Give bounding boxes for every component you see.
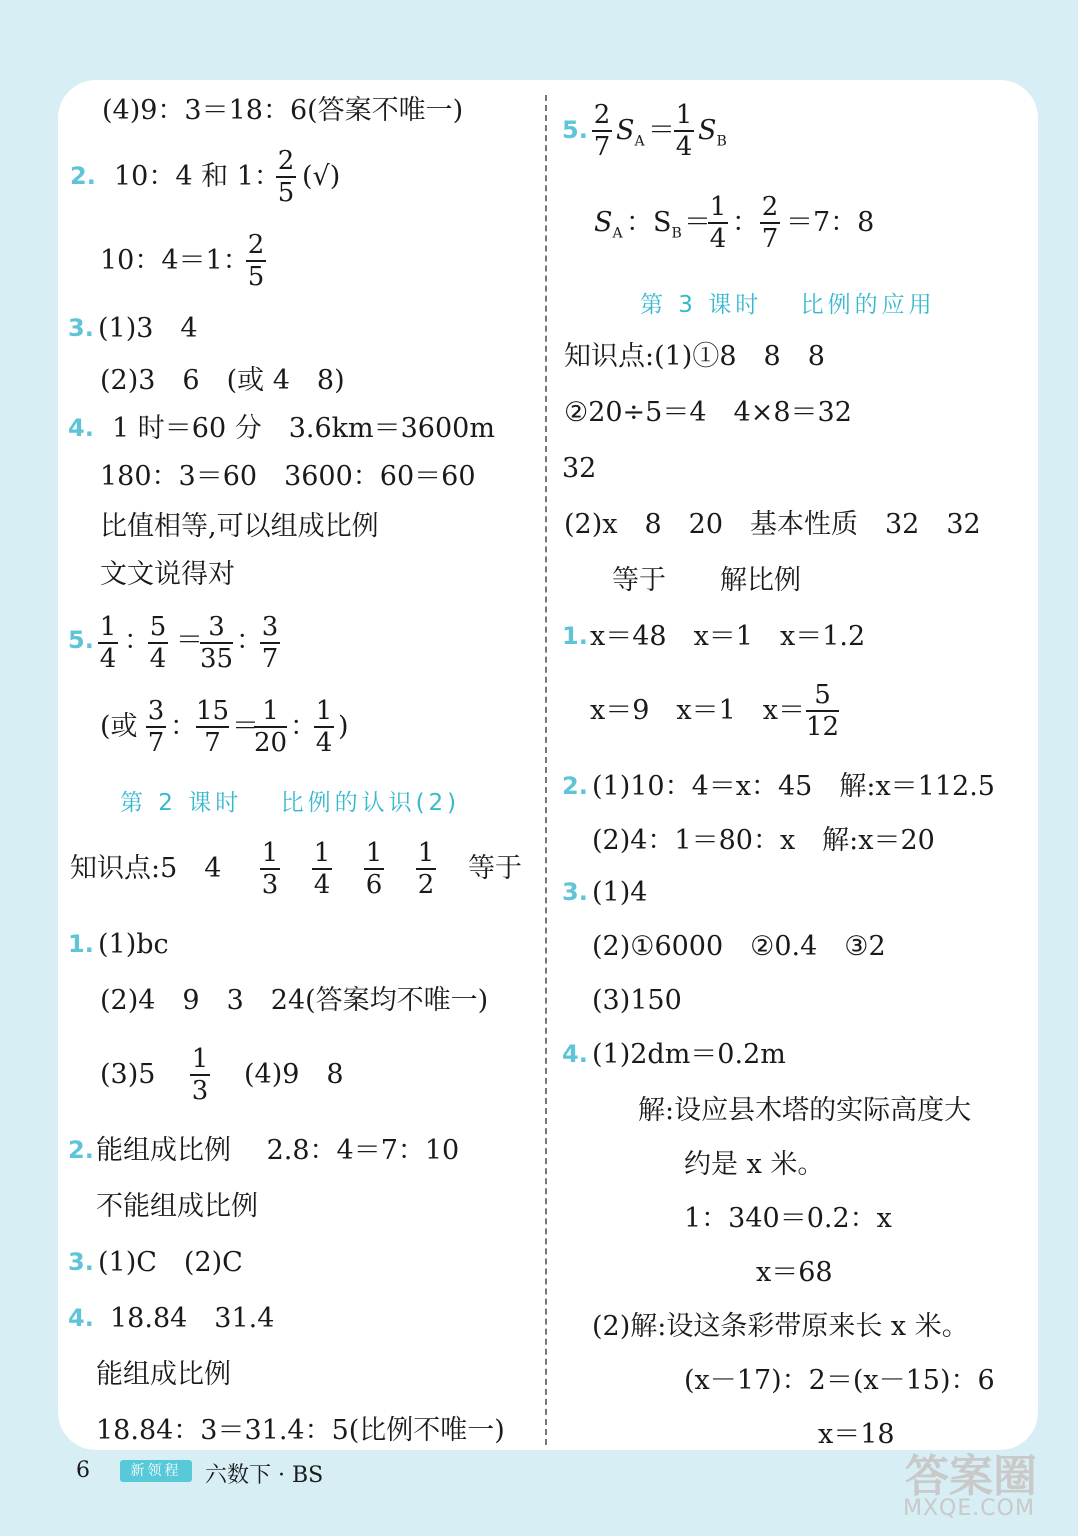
a4-number: 4. <box>562 1040 588 1068</box>
q2-line2: 10：4＝1： <box>100 245 250 276</box>
a4-line4: 1：340＝0.2：x <box>684 1203 892 1234</box>
watermark-text: 答案圈 <box>905 1451 1037 1502</box>
q3-line2: (2)3 6 (或 4 8) <box>100 365 345 396</box>
q5-alt-equals: ＝ <box>232 711 259 742</box>
r5-number: 5. <box>562 116 588 144</box>
p4-line2: 能组成比例 <box>96 1359 231 1390</box>
r5-sb: $S_B$ <box>698 115 727 150</box>
r5-fraction-1: 2 7 <box>593 100 611 162</box>
q4-line1: 1 时＝60 分 3.6km＝3600m <box>112 413 495 444</box>
watermark <box>895 1440 1065 1530</box>
a4-line3: 约是 x 米。 <box>684 1149 825 1180</box>
knowledge-label-2: 知识点:5 4 <box>70 853 222 884</box>
q5-alt-fraction-1: 3 7 <box>147 696 165 758</box>
brand-logo: 新领程 <box>120 1460 192 1482</box>
knowledge-fraction-2: 1 4 <box>313 838 331 900</box>
a1-fraction: 5 12 <box>806 680 840 742</box>
r5-line2-fraction-2: 2 7 <box>761 192 779 254</box>
q3-number: 3. <box>68 314 94 342</box>
a1-line2: x＝9 x＝1 x＝ <box>590 695 806 726</box>
q5-or-close: ) <box>338 711 349 742</box>
q2-fraction: 2 5 <box>277 146 295 208</box>
knowledge-fraction-3: 1 6 <box>365 838 383 900</box>
p1-fraction: 1 3 <box>191 1044 209 1106</box>
p1-line1: (1)bc <box>98 929 169 960</box>
knowledge-end: 等于 <box>468 853 522 884</box>
q5-equals: ＝ <box>176 625 203 656</box>
knowledge-3-line4: (2)x 8 20 基本性质 32 32 <box>564 509 981 540</box>
watermark-url: MXQE.COM <box>903 1496 1035 1521</box>
q4-line4: 文文说得对 <box>100 559 235 590</box>
r5-equals: ＝ <box>648 115 675 146</box>
knowledge-3-line1: 知识点:(1)①8 8 8 <box>564 341 825 372</box>
p1-line3a: (3)5 <box>100 1059 156 1090</box>
q4-number: 4. <box>68 414 94 442</box>
q5-fraction-4: 3 7 <box>261 612 279 674</box>
book-subtitle: 六数下 · BS <box>205 1463 324 1488</box>
page-number: 6 <box>76 1458 90 1483</box>
q2-text: 10：4 和 1： <box>114 161 281 192</box>
p4-line1: 18.84 31.4 <box>110 1303 275 1334</box>
p1-line3b: (4)9 8 <box>244 1059 344 1090</box>
a2-number: 2. <box>562 772 588 800</box>
left-line-1: (4)9：3＝18：6(答案不唯一) <box>102 95 464 126</box>
a1-line1: x＝48 x＝1 x＝1.2 <box>590 621 866 652</box>
knowledge-3-line2: ②20÷5＝4 4×8＝32 <box>564 397 852 428</box>
p2-line2: 不能组成比例 <box>96 1191 258 1222</box>
p3-line1: (1)C (2)C <box>98 1247 243 1278</box>
q4-line2: 180：3＝60 3600：60＝60 <box>100 461 476 492</box>
a4-line7: (x－17)：2＝(x－15)：6 <box>684 1365 995 1396</box>
knowledge-fraction-4: 1 2 <box>417 838 435 900</box>
section-2-title: 第 2 课时 比例的认识(2) <box>120 790 461 816</box>
q5-colon-1: ： <box>124 625 151 656</box>
r5-line2-sa: $S_A$ <box>594 207 623 242</box>
q2-check: (√) <box>302 161 341 192</box>
p4-number: 4. <box>68 1304 94 1332</box>
a4-line2: 解:设应县木塔的实际高度大 <box>638 1095 972 1126</box>
r5-line2-equals: ＝ <box>684 207 711 238</box>
p2-line1: 能组成比例 2.8：4＝7：10 <box>96 1135 460 1166</box>
a4-line8: x＝18 <box>818 1419 895 1450</box>
q5-or-open: (或 <box>100 711 138 742</box>
p4-line3: 18.84：3＝31.4：5(比例不唯一) <box>96 1415 505 1446</box>
q5-fraction-1: 1 4 <box>99 612 117 674</box>
r5-line2-end: ＝7：8 <box>786 207 875 238</box>
a1-number: 1. <box>562 622 588 650</box>
r5-line2-fraction-1: 1 4 <box>709 192 727 254</box>
knowledge-3-line5: 等于 解比例 <box>612 565 801 596</box>
q5-alt-fraction-4: 1 4 <box>315 696 333 758</box>
knowledge-3-line3: 32 <box>562 453 597 484</box>
a3-line3: (3)150 <box>592 985 682 1016</box>
p1-number: 1. <box>68 930 94 958</box>
knowledge-fraction-1: 1 3 <box>261 838 279 900</box>
a2-line2: (2)4：1＝80：x 解:x＝20 <box>592 825 935 856</box>
q5-alt-colon-2: ： <box>290 711 317 742</box>
a4-line6: (2)解:设这条彩带原来长 x 米。 <box>592 1311 969 1342</box>
a2-line1: (1)10：4＝x：45 解:x＝112.5 <box>592 771 995 802</box>
q3-line1: (1)3 4 <box>98 313 198 344</box>
q4-line3: 比值相等,可以组成比例 <box>100 511 379 542</box>
p2-number: 2. <box>68 1136 94 1164</box>
q5-fraction-2: 5 4 <box>149 612 167 674</box>
a3-line2: (2)①6000 ②0.4 ③2 <box>592 931 886 962</box>
p1-line2: (2)4 9 3 24(答案均不唯一) <box>100 985 489 1016</box>
column-divider <box>545 95 547 1445</box>
r5-sa: $S_A$ <box>616 115 645 150</box>
q5-alt-fraction-3: 1 20 <box>254 696 288 758</box>
p3-number: 3. <box>68 1248 94 1276</box>
r5-line2-colon: ： <box>732 207 759 238</box>
r5-fraction-2: 1 4 <box>675 100 693 162</box>
a3-line1: (1)4 <box>592 877 648 908</box>
a3-number: 3. <box>562 878 588 906</box>
section-3-title: 第 3 课时 比例的应用 <box>640 292 936 318</box>
q5-colon-2: ： <box>236 625 263 656</box>
q5-alt-fraction-2: 15 7 <box>196 696 230 758</box>
q5-alt-colon-1: ： <box>170 711 197 742</box>
r5-line2-sb: ：$S_B$ <box>626 207 682 242</box>
q2-number: 2. <box>70 162 96 190</box>
q5-number: 5. <box>68 626 94 654</box>
q5-fraction-3: 3 35 <box>200 612 234 674</box>
a4-line1: (1)2dm＝0.2m <box>592 1039 786 1070</box>
a4-line5: x＝68 <box>756 1257 833 1288</box>
q2-fraction-2: 2 5 <box>247 230 265 292</box>
